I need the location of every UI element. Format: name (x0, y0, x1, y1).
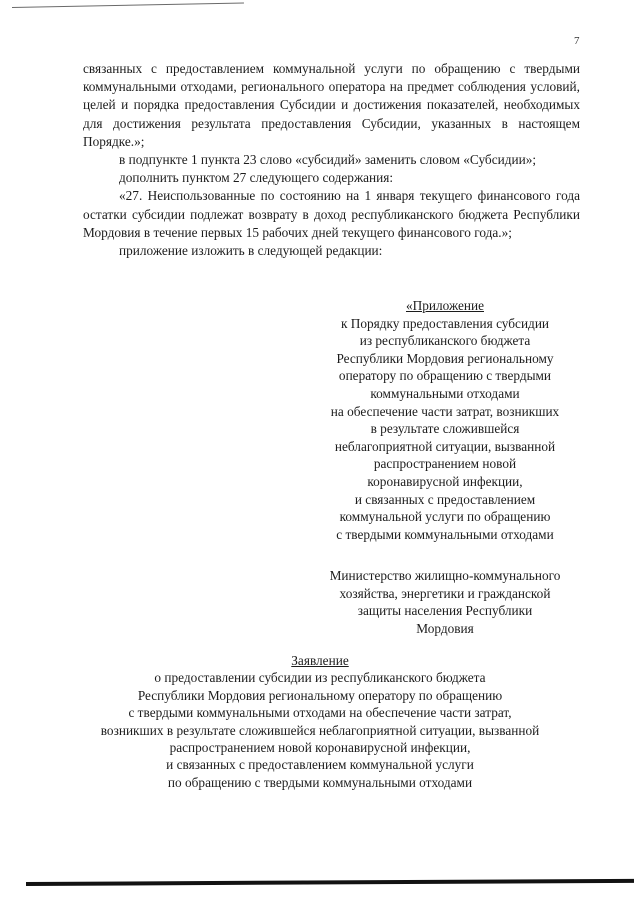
statement-line: возникших в результате сложившейся неблагоприятной ситуации, вызванной (100, 722, 540, 738)
page-number: 7 (574, 35, 580, 47)
appendix-line: к Порядку предоставления субсидии (340, 315, 550, 331)
top-scan-line (12, 3, 244, 8)
appendix-line: неблагоприятной ситуации, вызванной (334, 438, 556, 454)
appendix-line: коронавирусной инфекции, (367, 473, 523, 489)
appendix-line: и связанных с предоставлением (354, 491, 536, 507)
paragraph-add-clause: дополнить пунктом 27 следующего содержания: (119, 170, 394, 186)
ministry-line: Мордовия (416, 620, 474, 636)
appendix-block (305, 297, 585, 543)
appendix-line: Республики Мордовия региональному (336, 350, 554, 366)
appendix-line: на обеспечение части затрат, возникших (330, 403, 560, 419)
ministry-addressee (305, 567, 585, 637)
statement-title: Заявление (291, 653, 349, 668)
appendix-line: в результате сложившейся (370, 421, 520, 437)
paragraph-clause-27: «27. Неиспользованные по состоянию на 1 января текущего финансового года остатки субсидии подлежат возврату в доход республиканского бюджета Республики Мордовия в течение первых 15 рабочих дней текущего финансового года.»; (83, 188, 580, 240)
amendment-text (83, 60, 580, 260)
statement-line: с твердыми коммунальными отходами на обеспечение части затрат, (128, 705, 512, 721)
statement-line: Республики Мордовия региональному оператору по обращению (137, 687, 503, 703)
statement-line: по обращению с твердыми коммунальными отходами (167, 774, 473, 790)
appendix-line: коммунальными отходами (370, 385, 520, 401)
appendix-line: коммунальной услуги по обращению (339, 509, 551, 525)
paragraph-subclause-replace: в подпункте 1 пункта 23 слово «субсидий» заменить словом «Субсидии»; (119, 152, 537, 168)
appendix-line: оператору по обращению с твердыми (338, 368, 552, 384)
appendix-heading: «Приложение (405, 298, 484, 313)
appendix-line: из республиканского бюджета (359, 333, 531, 349)
paragraph-appendix-intro: приложение изложить в следующей редакции: (119, 243, 383, 259)
appendix-line: с твердыми коммунальными отходами (336, 526, 554, 542)
ministry-line: защиты населения Республики (357, 603, 533, 619)
statement-block (60, 652, 580, 791)
ministry-line: Министерство жилищно-коммунального (329, 568, 561, 583)
statement-line: о предоставлении субсидии из республиканского бюджета (154, 670, 486, 686)
appendix-line: распространением новой (373, 456, 517, 472)
bottom-scan-edge (26, 879, 634, 886)
paragraph-continuation: связанных с предоставлением коммунальной услуги по обращению с твердыми коммунальными отходами, регионального оператора на предмет соблюдения условий, целей и порядка предоставления Субсидии и достижения показателей, необходимых для достижения результата предоставления Субсидии, указанных в настоящем Порядке.»; (83, 61, 580, 149)
ministry-line: хозяйства, энергетики и гражданской (339, 585, 551, 601)
statement-line: и связанных с предоставлением коммунальной услуги (166, 757, 474, 773)
statement-line: распространением новой коронавирусной инфекции, (169, 740, 471, 756)
